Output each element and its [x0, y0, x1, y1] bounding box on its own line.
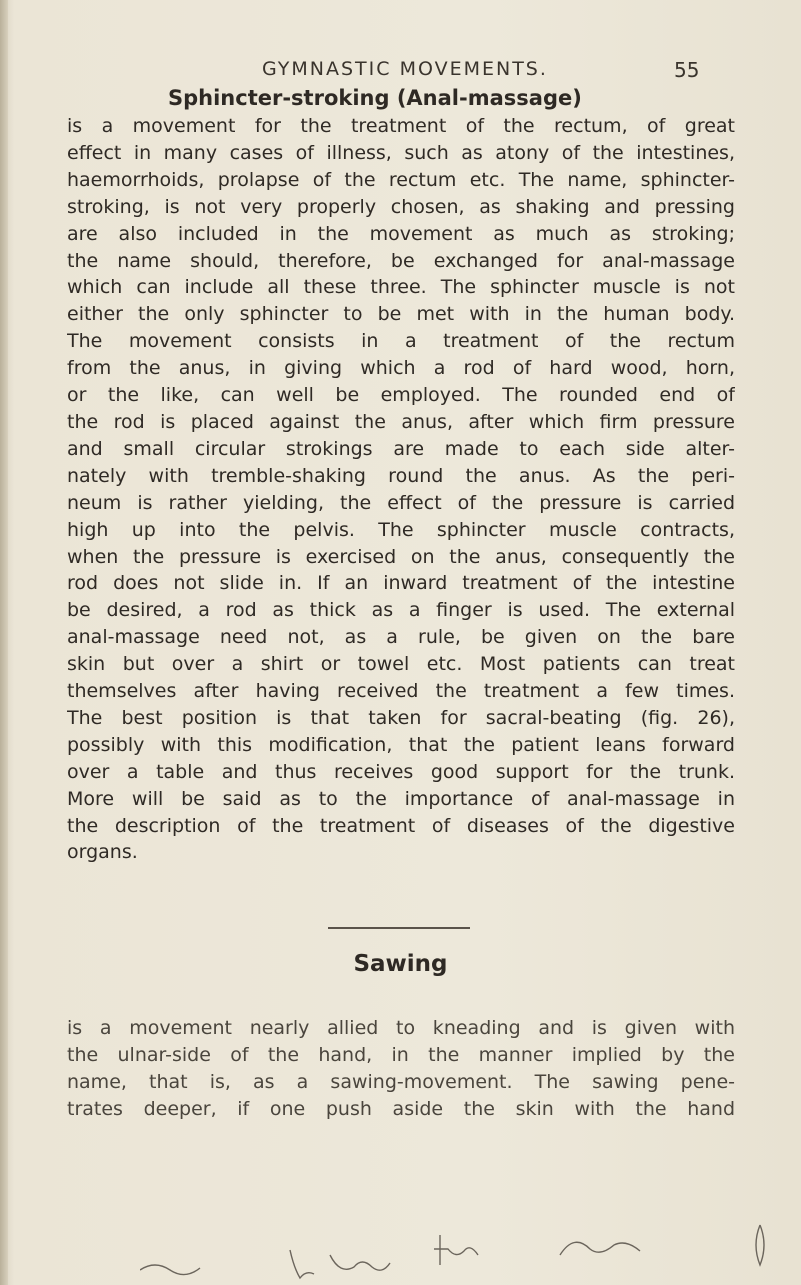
- text-line: neum is rather yielding, the effect of the pressure is carried: [67, 491, 735, 514]
- text-line: is a movement for the treatment of the rectum, of great: [67, 115, 735, 137]
- text-line: from the anus, in giving which a rod of hard wood, horn,: [67, 357, 735, 380]
- text-line: skin but over a shirt or towel etc. Most patients can treat: [67, 653, 735, 676]
- text-line: the rod is placed against the anus, after which firm pressure: [67, 410, 735, 433]
- paragraph-sawing: [67, 1015, 735, 1123]
- text-line: haemorrhoids, prolapse of the rectum etc. The name, sphincter-: [67, 168, 735, 191]
- text-line: effect in many cases of illness, such as atony of the intestines,: [67, 141, 735, 164]
- section-heading-sphincter-stroking: Sphincter-stroking (Anal-massage): [168, 86, 582, 110]
- text-line: is a movement nearly allied to kneading and is given with: [67, 1017, 735, 1039]
- handwritten-marks: [140, 1215, 800, 1285]
- page-number: 55: [674, 58, 700, 82]
- text-line: trates deeper, if one push aside the skin with the hand: [67, 1097, 735, 1120]
- text-line: which can include all these three. The sphincter muscle is not: [67, 276, 735, 299]
- text-line: name, that is, as a sawing-movement. The sawing pene-: [67, 1070, 735, 1093]
- section-heading-sawing: Sawing: [353, 951, 448, 977]
- text-line: be desired, a rod as thick as a finger is used. The external: [67, 599, 735, 622]
- text-line: The movement consists in a treatment of the rectum: [67, 330, 735, 353]
- text-line: when the pressure is exercised on the anus, consequently the: [67, 545, 735, 568]
- text-line: either the only sphincter to be met with in the human body.: [67, 303, 735, 326]
- text-line: the description of the treatment of diseases of the digestive: [67, 814, 735, 837]
- section-divider: [328, 927, 470, 929]
- text-line: high up into the pelvis. The sphincter muscle contracts,: [67, 518, 735, 541]
- text-line: are also included in the movement as much as stroking;: [67, 222, 735, 245]
- text-line: More will be said as to the importance of anal-massage in: [67, 787, 735, 810]
- text-line: over a table and thus receives good support for the trunk.: [67, 760, 735, 783]
- paragraph-sphincter-stroking: [67, 113, 735, 866]
- text-line: rod does not slide in. If an inward treatment of the intestine: [67, 572, 735, 595]
- text-line: or the like, can well be employed. The rounded end of: [67, 384, 735, 407]
- text-line: nately with tremble-shaking round the anus. As the peri-: [67, 464, 735, 487]
- running-title: GYMNASTIC MOVEMENTS.: [262, 58, 548, 80]
- text-line: the name should, therefore, be exchanged for anal-massage: [67, 249, 735, 272]
- text-line: anal-massage need not, as a rule, be given on the bare: [67, 626, 735, 649]
- text-line: stroking, is not very properly chosen, as shaking and pressing: [67, 195, 735, 218]
- text-line: The best position is that taken for sacral-beating (fig. 26),: [67, 706, 735, 729]
- text-line: organs.: [67, 841, 138, 864]
- page-gutter: [0, 0, 8, 1285]
- text-line: possibly with this modification, that the patient leans forward: [67, 733, 735, 756]
- running-head: [0, 58, 801, 88]
- text-line: the ulnar-side of the hand, in the manner implied by the: [67, 1043, 735, 1066]
- text-line: and small circular strokings are made to each side alter-: [67, 437, 735, 460]
- text-line: themselves after having received the treatment a few times.: [67, 680, 735, 703]
